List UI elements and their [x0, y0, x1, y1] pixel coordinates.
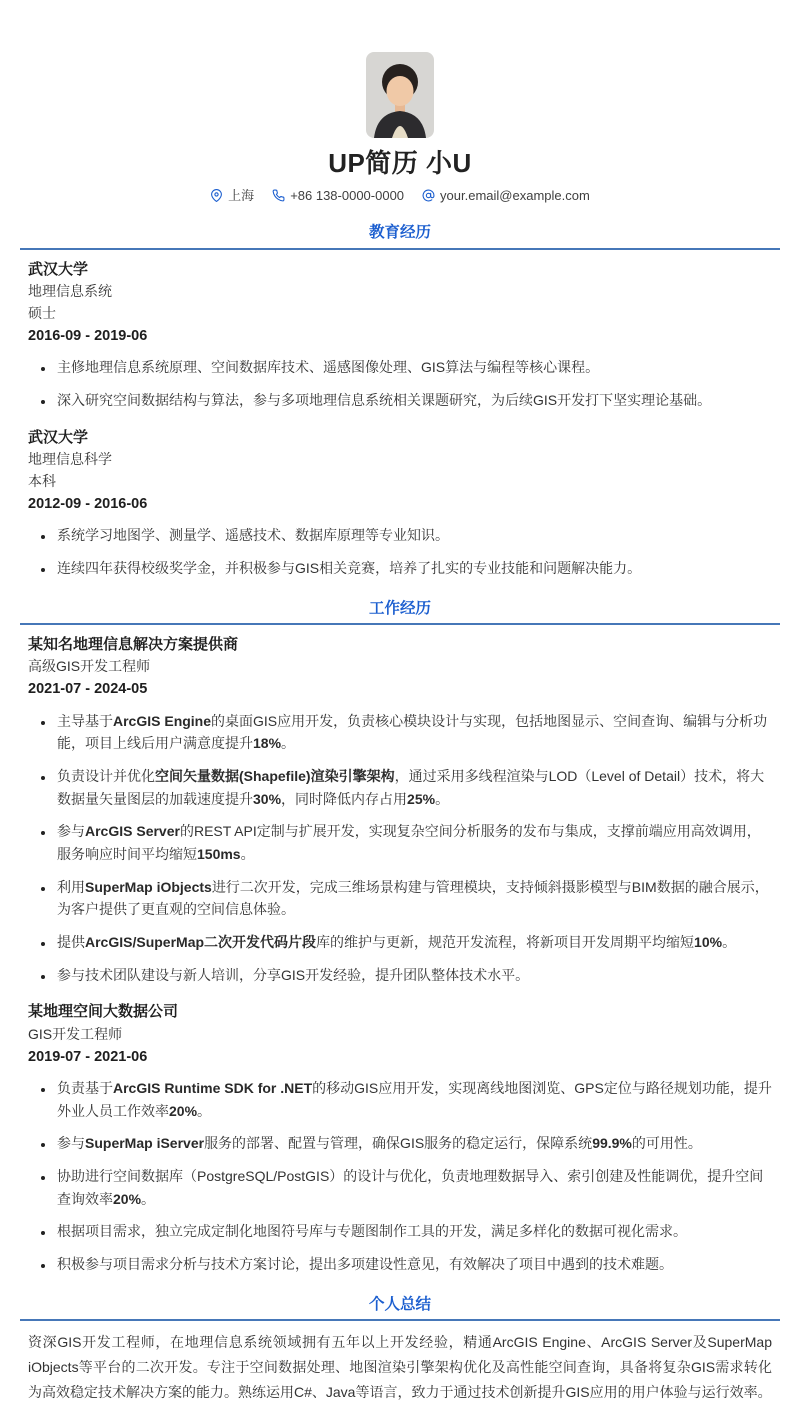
bullet-text-bold: 99.9%	[592, 1135, 632, 1152]
entry-subline: 本科	[28, 472, 56, 489]
bullet-item	[55, 1220, 772, 1243]
bullet-text: 系统学习地图学、测量学、遥感技术、数据库原理等专业知识。	[57, 527, 449, 544]
entry-heading: 某知名地理信息解决方案提供商	[28, 635, 239, 653]
bullet-text: 主导基于	[57, 712, 113, 729]
bullet-text: 参与技术团队建设与新人培训，分享GIS开发经验，提升团队整体技术水平。	[57, 966, 530, 983]
bullet-text: ，通过采用多线程渲染与LOD（Level of Detail）技术，将大数据量矢量图层的加载速度提升	[57, 768, 765, 807]
bullet-text: 库的维护与更新，规范开发流程，将新项目开发周期平均缩短	[316, 934, 695, 951]
bullet-item	[55, 820, 772, 865]
entry-subline: 高级GIS开发工程师	[28, 658, 151, 675]
bullet-text: 的桌面GIS应用开发，负责核心模块设计与实现，包括地图显示、空间查询、编辑与分析功能，项目上线后用户满意度提升	[57, 712, 768, 752]
bullet-text: 提供	[57, 934, 85, 951]
bullet-text: 连续四年获得校级奖学金，并积极参与GIS相关竞赛，培养了扎实的专业技能和问题解决能力。	[57, 559, 642, 576]
bullet-text: 积极参与项目需求分析与技术方案讨论，提出多项建设性意见，有效解决了项目中遇到的技术难题。	[57, 1256, 673, 1273]
bullet-item	[55, 876, 772, 921]
contact-text: +86 138-0000-0000	[290, 187, 405, 203]
bullet-item	[55, 710, 772, 755]
location-icon	[210, 189, 223, 202]
section-title: 教育经历	[20, 223, 780, 249]
bullet-text: 参与	[57, 823, 85, 840]
bullet-text-bold: ArcGIS Engine	[113, 712, 212, 729]
bullet-text-bold: 25%	[407, 790, 436, 807]
entry-date: 2021-07 - 2024-05	[28, 681, 148, 698]
section-title: 个人总结	[20, 1295, 780, 1321]
contact-text: 上海	[228, 187, 255, 203]
bullet-item	[55, 765, 772, 810]
phone-icon	[272, 189, 285, 202]
bullet-item	[55, 931, 772, 954]
bullet-text: 利用	[57, 878, 85, 895]
bullet-item	[55, 1077, 772, 1122]
contact-item-location	[210, 188, 254, 205]
portrait-illustration	[366, 52, 434, 138]
entry	[20, 1002, 780, 1275]
bullet-text: 深入研究空间数据结构与算法，参与多项地理信息系统相关课题研究，为后续GIS开发打下坚实理论基础。	[57, 392, 712, 409]
bullet-text: 的可用性。	[631, 1135, 702, 1152]
bullet-list	[28, 524, 772, 579]
entry-heading: 武汉大学	[28, 260, 89, 278]
bullet-text-bold: 30%	[253, 790, 282, 807]
bullet-text: ，同时降低内存占用	[281, 790, 408, 807]
bullet-text-bold: ArcGIS/SuperMap二次开发代码片段	[85, 934, 317, 951]
bullet-text: 。	[240, 846, 255, 863]
bullet-item	[55, 356, 772, 379]
bullet-list	[28, 710, 772, 987]
bullet-text: 。	[281, 735, 296, 752]
bullet-text: 的移动GIS应用开发，实现离线地图浏览、GPS定位与路径规划功能，提升外业人员工作效率	[57, 1080, 772, 1119]
email-icon	[422, 189, 435, 202]
bullet-text: 协助进行空间数据库（PostgreSQL/PostGIS）的设计与优化，负责地理数据导入、索引创建及性能调优，提升空间查询效率	[57, 1168, 764, 1207]
entry-subline: 硕士	[28, 304, 56, 321]
bullet-text: 进行二次开发，完成三维场景构建与管理模块，支持倾斜摄影模型与BIM数据的融合展示，为客户提供了更直观的空间信息体验。	[57, 878, 769, 918]
entry-subline: 地理信息系统	[28, 283, 112, 300]
bullet-item	[55, 524, 772, 547]
bullet-text-bold: 18%	[253, 735, 282, 752]
entry-date: 2019-07 - 2021-06	[28, 1048, 148, 1065]
bullet-text-bold: SuperMap iServer	[85, 1135, 205, 1152]
section-title: 工作经历	[20, 599, 780, 625]
bullet-text: 参与	[57, 1135, 85, 1152]
contact-text: your.email@example.com	[440, 187, 590, 203]
bullet-item	[55, 964, 772, 987]
candidate-name: UP简历 小U	[328, 148, 472, 178]
bullet-item	[55, 557, 772, 580]
bullet-text: 负责基于	[57, 1080, 113, 1097]
bullet-text-bold: 空间矢量数据(Shapefile)渲染引擎架构	[155, 768, 395, 785]
contact-item-phone	[272, 188, 404, 205]
bullet-text-bold: 10%	[694, 934, 723, 951]
resume-section	[20, 223, 780, 579]
entry	[20, 635, 780, 986]
resume-section	[20, 1295, 780, 1405]
bullet-text-bold: ArcGIS Runtime SDK for .NET	[113, 1080, 313, 1097]
bullet-text-bold: 20%	[169, 1102, 198, 1119]
summary-paragraph: 资深GIS开发工程师，在地理信息系统领域拥有五年以上开发经验，精通ArcGIS Engine、ArcGIS Server及SuperMap iObjects等平台的二次开发。专注于空间数据处理、地图渲染引擎架构优化及高性能空间查询，具备将复杂GIS需求转化为高效稳定技术解决方案的能力。熟练运用C#、Java等语言，致力于通过技术创新提升GIS应用的用户体验与运行效率。	[28, 1334, 772, 1400]
bullet-text: 的REST API定制与扩展开发，实现复杂空间分析服务的发布与集成，支撑前端应用高效调用，服务响应时间平均缩短	[57, 823, 761, 863]
entry-heading: 武汉大学	[28, 428, 89, 446]
entry	[20, 260, 780, 412]
bullet-text-bold: 150ms	[197, 846, 241, 863]
profile-photo	[366, 52, 434, 138]
bullet-text: 。	[722, 934, 737, 951]
entry-date: 2016-09 - 2019-06	[28, 327, 148, 344]
bullet-text: 主修地理信息系统原理、空间数据库技术、遥感图像处理、GIS算法与编程等核心课程。	[57, 359, 600, 376]
entry	[20, 428, 780, 580]
bullet-item	[55, 1253, 772, 1276]
bullet-list	[28, 1077, 772, 1276]
resume-section	[20, 599, 780, 1276]
contact-item-email	[422, 188, 590, 205]
bullet-item	[55, 389, 772, 412]
bullet-text: 。	[435, 790, 450, 807]
bullet-text: 。	[141, 1190, 156, 1207]
bullet-item	[55, 1165, 772, 1210]
entry-subline: 地理信息科学	[28, 450, 112, 467]
entry-subline: GIS开发工程师	[28, 1025, 123, 1042]
bullet-text: 负责设计并优化	[57, 768, 155, 785]
entry-date: 2012-09 - 2016-06	[28, 495, 148, 512]
bullet-item	[55, 1132, 772, 1155]
bullet-text-bold: 20%	[113, 1190, 142, 1207]
sections	[20, 223, 780, 1405]
bullet-text: 服务的部署、配置与管理，确保GIS服务的稳定运行，保障系统	[204, 1135, 593, 1152]
bullet-text-bold: ArcGIS Server	[85, 823, 180, 840]
contact-row	[20, 188, 780, 205]
bullet-text-bold: SuperMap iObjects	[85, 878, 212, 895]
entry-heading: 某地理空间大数据公司	[28, 1003, 179, 1021]
bullet-text: 根据项目需求，独立完成定制化地图符号库与专题图制作工具的开发，满足多样化的数据可视化需求。	[57, 1223, 687, 1240]
bullet-text: 。	[197, 1102, 212, 1119]
bullet-list	[28, 356, 772, 411]
